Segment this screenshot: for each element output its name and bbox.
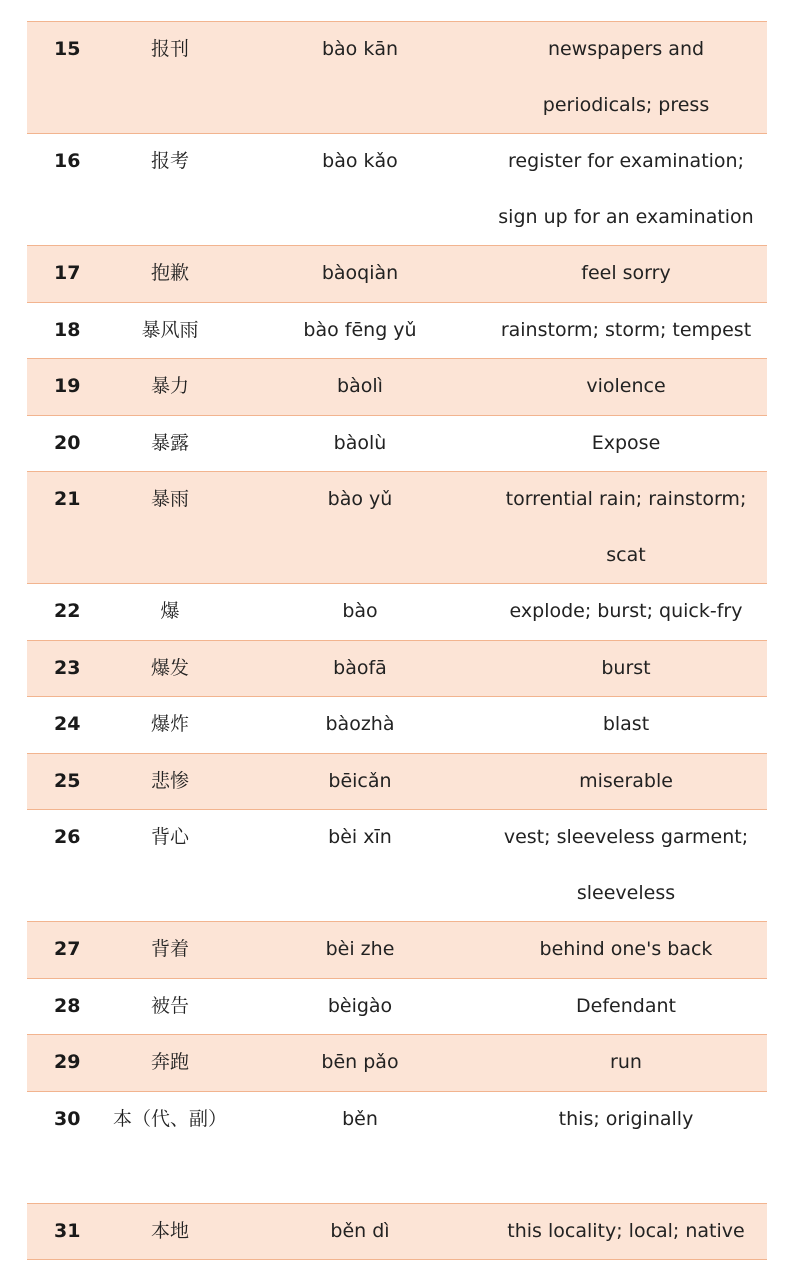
pinyin: bàofā: [235, 640, 485, 697]
row-number: 17: [27, 246, 105, 303]
chinese-word: 奔跑: [105, 1035, 235, 1092]
table-row: [27, 753, 767, 810]
chinese-word: 背着: [105, 922, 235, 979]
row-number: 26: [54, 826, 81, 848]
pinyin: bàoqiàn: [235, 246, 485, 303]
row-number: 29: [27, 1035, 105, 1092]
english-meaning: run: [485, 1035, 767, 1092]
pinyin: běn dì: [235, 1203, 485, 1260]
english-meaning: rainstorm; storm; tempest: [500, 318, 752, 341]
table-row: [27, 415, 767, 472]
english-meaning: behind one's back: [485, 922, 767, 979]
english-meaning: vest; sleeveless garment; sleeveless: [503, 826, 749, 904]
english-meaning: miserable: [485, 753, 767, 810]
row-number: 22: [54, 600, 81, 622]
pinyin: bēicǎn: [235, 753, 485, 810]
row-number: 15: [27, 22, 105, 134]
row-number: 20: [54, 431, 81, 454]
pinyin: bèi xīn: [328, 826, 392, 848]
chinese-word: 本地: [105, 1203, 235, 1260]
chinese-word: 抱歉: [105, 246, 235, 303]
english-meaning: Defendant: [576, 994, 676, 1017]
pinyin: bēn pǎo: [235, 1035, 485, 1092]
row-number: 18: [54, 318, 81, 341]
pinyin: běn: [342, 1107, 378, 1130]
table-row: [27, 922, 767, 979]
english-meaning: register for examination; sign up for an examination: [498, 150, 754, 228]
english-meaning: this; originally: [558, 1107, 694, 1130]
english-meaning: burst: [485, 640, 767, 697]
chinese-word: 报刊: [105, 22, 235, 134]
pinyin: bào kǎo: [322, 150, 398, 172]
pinyin: bàozhà: [325, 713, 395, 735]
chinese-word: 暴风雨: [141, 318, 199, 341]
row-number: 19: [27, 359, 105, 416]
chinese-word: 爆发: [105, 640, 235, 697]
pinyin: bèigào: [327, 994, 393, 1017]
table-row: [27, 697, 767, 754]
pinyin: bào kān: [235, 22, 485, 134]
pinyin: bàolù: [333, 431, 387, 454]
pinyin: bào yǔ: [235, 472, 485, 584]
chinese-word: 暴力: [105, 359, 235, 416]
vocabulary-table-body: [27, 22, 767, 1260]
chinese-word: 爆炸: [150, 713, 189, 735]
vocabulary-table: [27, 21, 767, 1260]
pinyin: bèi zhe: [235, 922, 485, 979]
english-meaning: feel sorry: [485, 246, 767, 303]
table-row: [27, 584, 767, 641]
table-row: [27, 134, 767, 246]
english-meaning: Expose: [591, 431, 661, 454]
chinese-word: 悲惨: [105, 753, 235, 810]
english-meaning: violence: [485, 359, 767, 416]
pinyin: bàolì: [235, 359, 485, 416]
table-row: [27, 1035, 767, 1092]
chinese-word: 本（代、副）: [112, 1107, 227, 1130]
english-meaning: this locality; local; native: [485, 1203, 767, 1260]
chinese-word: 暴露: [150, 431, 189, 454]
row-number: 24: [54, 713, 81, 735]
chinese-word: 被告: [150, 994, 189, 1017]
english-meaning: newspapers and periodicals; press: [485, 22, 767, 134]
row-number: 28: [54, 994, 81, 1017]
table-row: [27, 1203, 767, 1260]
pinyin: bào: [342, 600, 378, 622]
row-number: 31: [27, 1203, 105, 1260]
table-row: [27, 640, 767, 697]
table-row: [27, 1091, 767, 1203]
table-row: [27, 22, 767, 134]
row-number: 25: [27, 753, 105, 810]
row-number: 23: [27, 640, 105, 697]
english-meaning: blast: [602, 713, 650, 735]
table-row: [27, 472, 767, 584]
table-row: [27, 302, 767, 359]
chinese-word: 报考: [150, 150, 189, 172]
row-number: 27: [27, 922, 105, 979]
table-row: [27, 978, 767, 1035]
english-meaning: torrential rain; rainstorm; scat: [485, 472, 767, 584]
chinese-word: 暴雨: [105, 472, 235, 584]
english-meaning: explode; burst; quick-fry: [509, 600, 743, 622]
pinyin: bào fēng yǔ: [303, 318, 417, 341]
chinese-word: 背心: [150, 826, 189, 848]
row-number: 16: [54, 150, 81, 172]
table-row: [27, 359, 767, 416]
chinese-word: 爆: [160, 600, 180, 622]
table-row: [27, 810, 767, 922]
table-row: [27, 246, 767, 303]
row-number: 30: [54, 1107, 81, 1130]
row-number: 21: [27, 472, 105, 584]
